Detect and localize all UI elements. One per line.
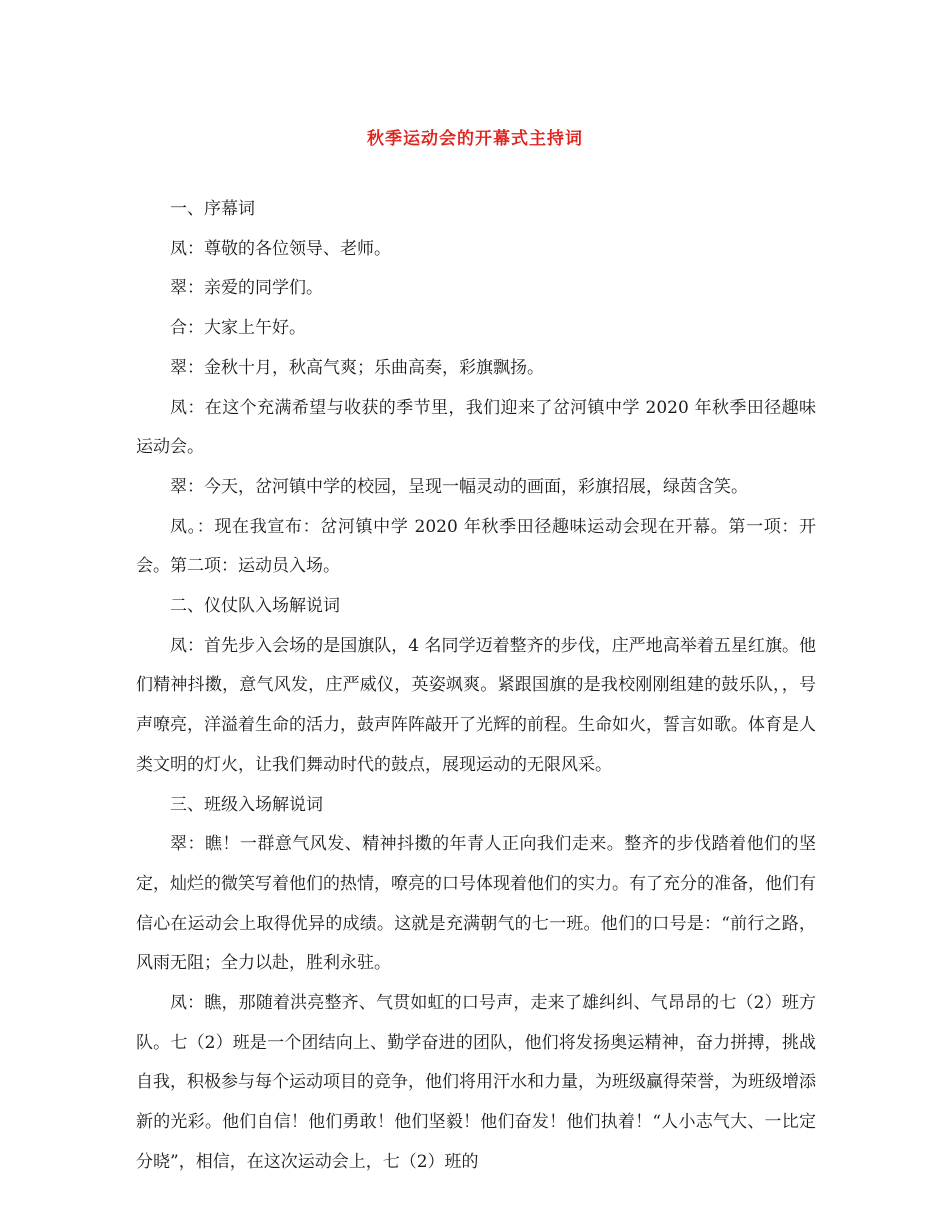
paragraph: 凤：在这个充满希望与收获的季节里，我们迎来了岔河镇中学 2020 年秋季田径趣味运动会。 (136, 397, 816, 458)
paragraph: 合：大家上午好。 (170, 318, 306, 339)
paragraph: 凤：尊敬的各位领导、老师。 (170, 238, 391, 259)
paragraph: 凤。：现在我宣布：岔河镇中学 2020 年秋季田径趣味运动会现在开幕。第一项：开会。第二项：运动员入场。 (136, 516, 816, 577)
document-body (136, 190, 816, 1183)
section-heading-honor-guard: 二、仪仗队入场解说词 (170, 596, 340, 617)
paragraph: 翠：亲爱的同学们。 (170, 278, 323, 299)
paragraph: 翠：瞧！一群意气风发、精神抖擞的年青人正向我们走来。整齐的步伐踏着他们的坚定，灿烂的微笑写着他们的热情，嘹亮的口号体现着他们的实力。有了充分的准备，他们有信心在运动会上取得优异的成绩。这就是充满朝气的七一班。他们的口号是：“前行之路，风雨无阻；全力以赴，胜利永驻。 (136, 834, 816, 974)
section-heading-class-entry: 三、班级入场解说词 (170, 794, 323, 815)
paragraph: 凤：首先步入会场的是国旗队，4 名同学迈着整齐的步伐，庄严地高举着五星红旗。他们精神抖擞，意气风发，庄严威仪，英姿飒爽。紧跟国旗的是我校刚刚组建的鼓乐队，，号声嘹亮，洋溢着生命的活力，鼓声阵阵敲开了光辉的前程。生命如火，誓言如歌。体育是人类文明的灯火，让我们舞动时代的鼓点，展现运动的无限风采。 (136, 635, 816, 775)
paragraph: 翠：金秋十月，秋高气爽；乐曲高奏，彩旗飘扬。 (170, 357, 544, 378)
document-title: 秋季运动会的开幕式主持词 (367, 129, 583, 149)
section-heading-prologue: 一、序幕词 (170, 199, 255, 219)
paragraph: 凤：瞧，那随着洪亮整齐、气贯如虹的口号声，走来了雄纠纠、气昂昂的七（2）班方队。七（2）班是一个团结向上、勤学奋进的团队，他们将发扬奥运精神，奋力拼搏，挑战自我，积极参与每个运动项目的竞争，他们将用汗水和力量，为班级赢得荣誉，为班级增添新的光彩。他们自信！他们勇敢！他们坚毅！他们奋发！他们执着！“人小志气大、一比定分晓”，相信，在这次运动会上，七（2）班的 (136, 993, 816, 1172)
paragraph: 翠：今天，岔河镇中学的校园，呈现一幅灵动的画面，彩旗招展，绿茵含笑。 (170, 476, 748, 497)
